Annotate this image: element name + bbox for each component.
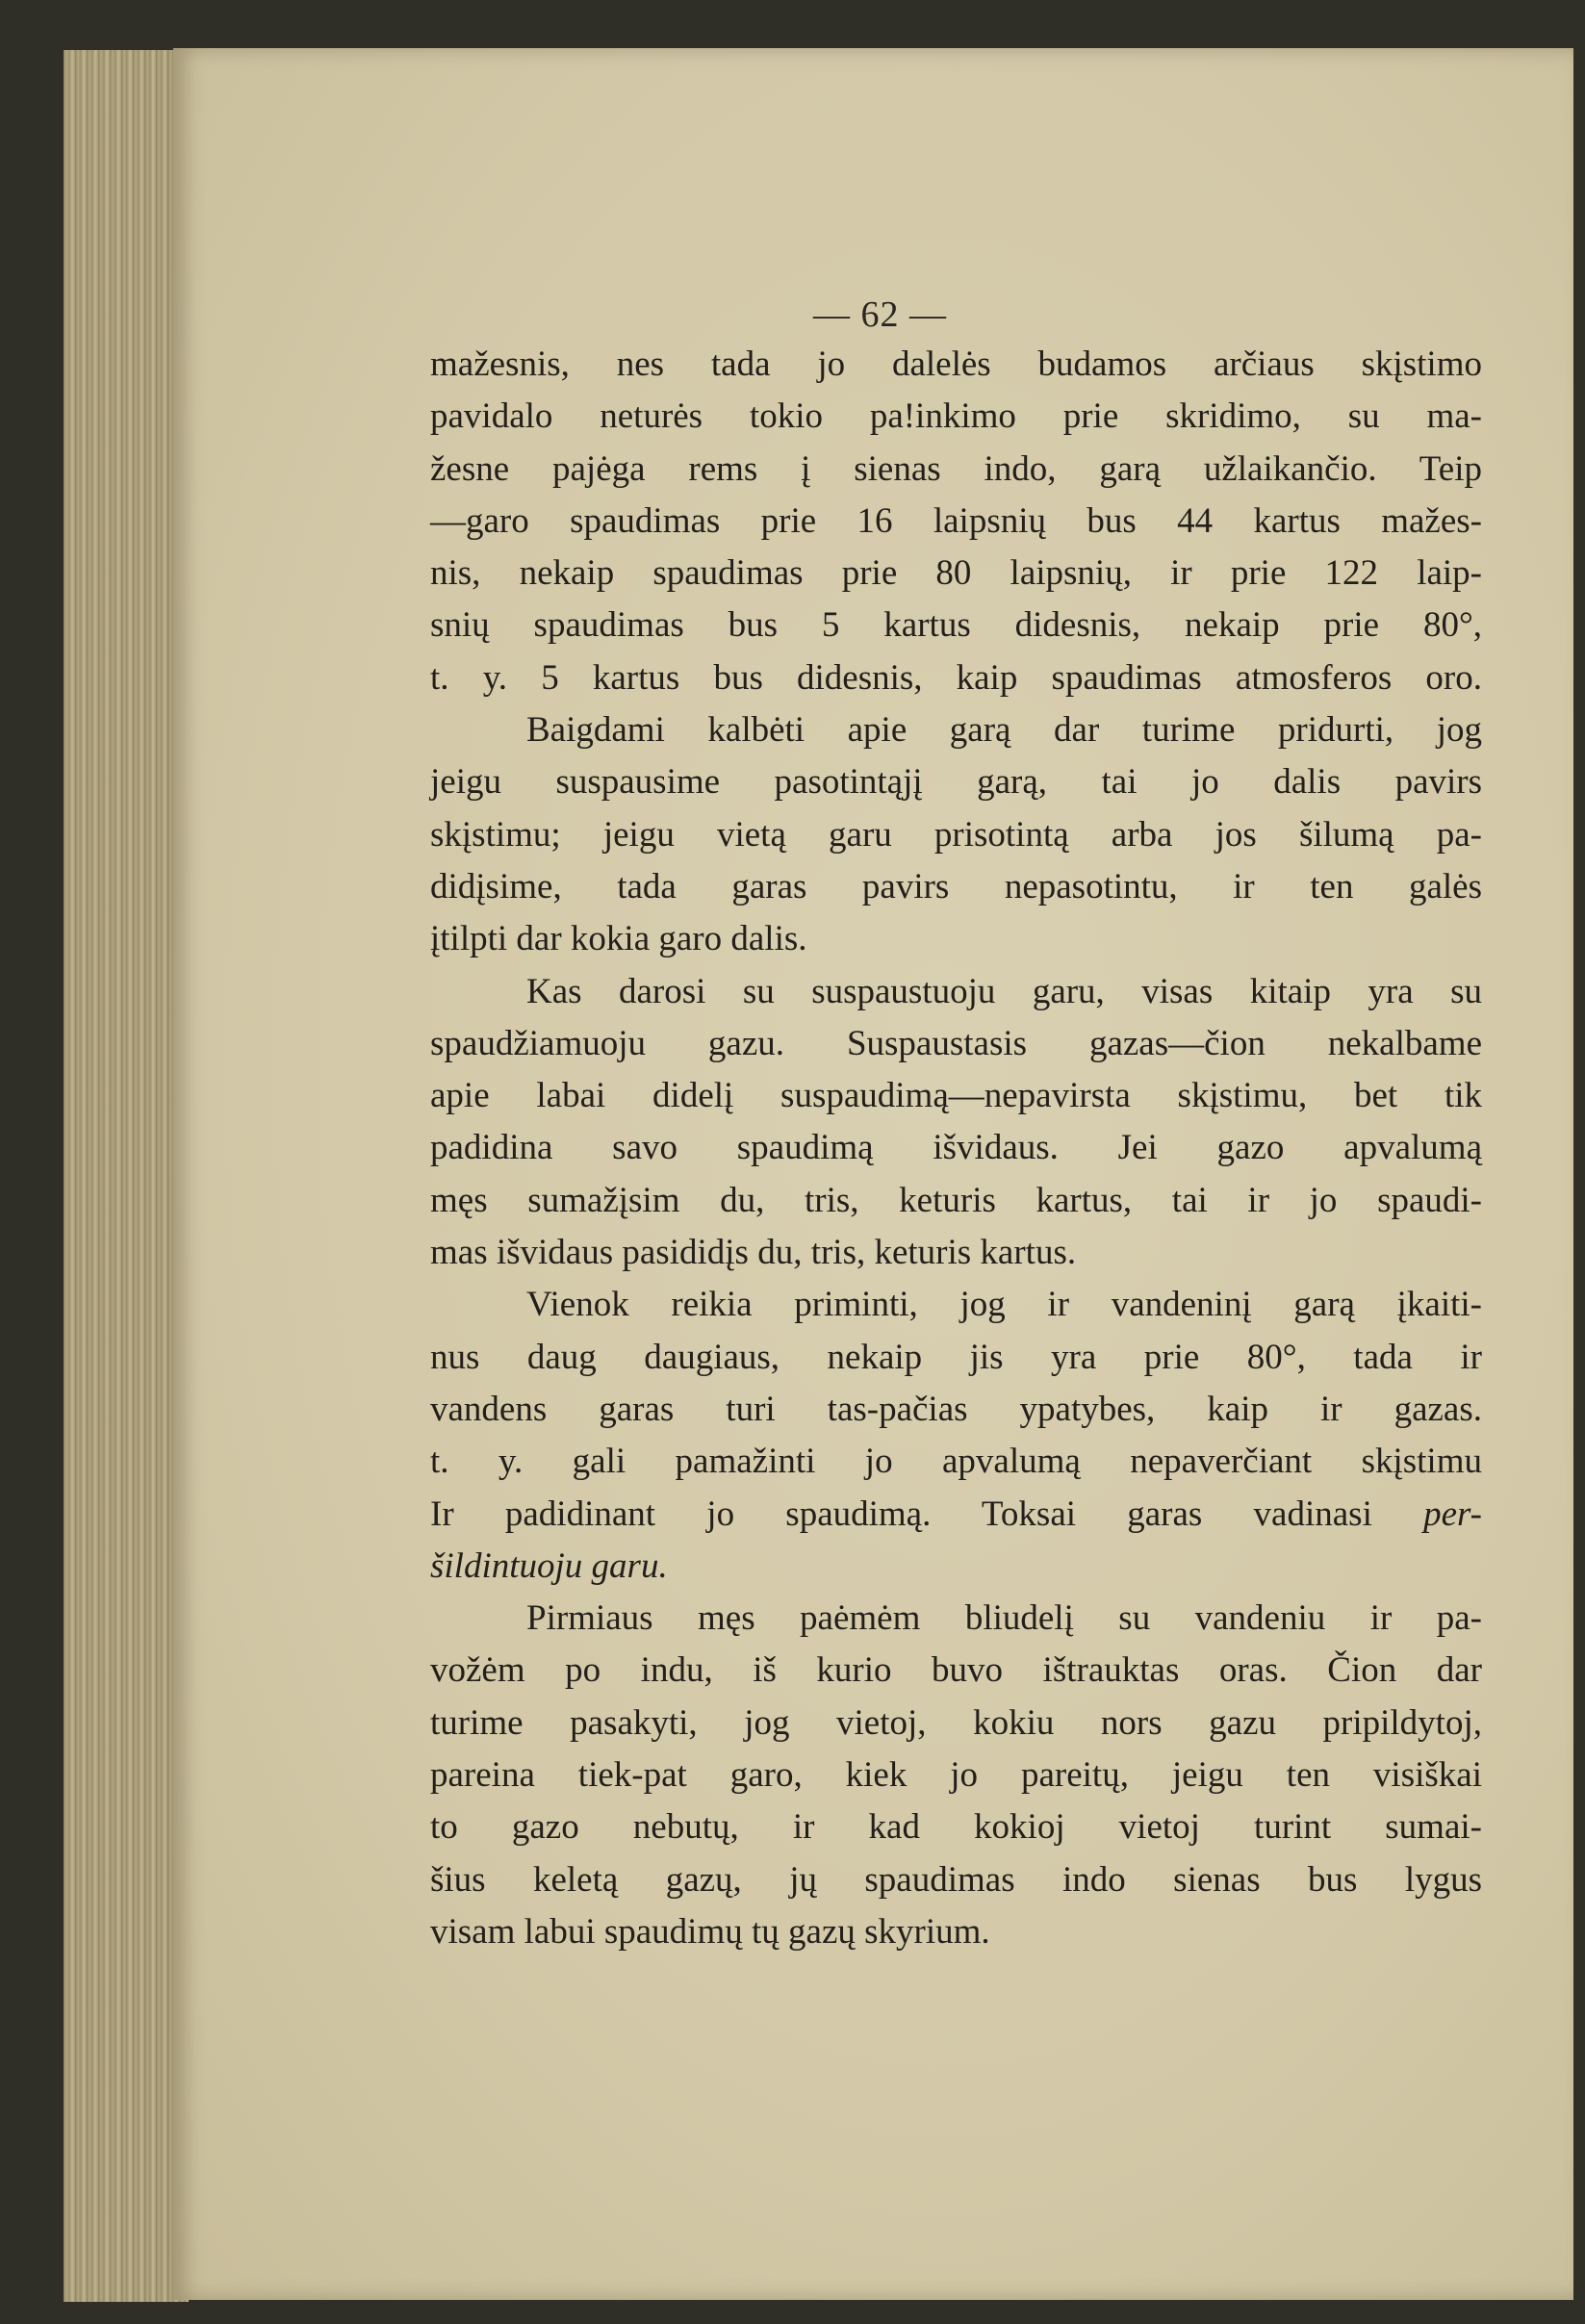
text-line — [430, 913, 1482, 965]
text-line — [430, 444, 1482, 496]
text-line — [430, 704, 1482, 756]
text-line-content: nis, nekaip spaudimas prie 80 laipsnių, ir prie 122 laip- — [430, 553, 1482, 594]
book-page-edges — [64, 50, 189, 2302]
italic-term: per- — [1423, 1494, 1482, 1534]
text-line-content: skįstimu; jeigu vietą garu prisotintą arba jos šilumą pa- — [430, 814, 1482, 855]
text-line-content: Pirmiaus męs paėmėm bliudelį su vandeniu ir pa- — [526, 1598, 1482, 1639]
text-line-content: padidina savo spaudimą išvidaus. Jei gazo apvalumą — [430, 1128, 1482, 1168]
text-line-content: —garo spaudimas prie 16 laipsnių bus 44 kartus mažes- — [430, 500, 1482, 541]
text-line — [430, 1749, 1482, 1801]
text-line — [430, 1279, 1482, 1331]
text-line-content: jeigu suspausime pasotintąjį garą, tai jo dalis pavirs — [430, 762, 1482, 803]
text-line — [430, 1698, 1482, 1749]
text-line-content: visam labui spaudimų tų gazų skyrium. — [430, 1911, 990, 1952]
text-line-content: turime pasakyti, jog vietoj, kokiu nors gazu pripildytoj, — [430, 1702, 1482, 1743]
text-line-content: Baigdami kalbėti apie garą dar turime pridurti, jog — [526, 710, 1482, 751]
text-line-content: nus daug daugiaus, nekaip jis yra prie 80°, tada ir — [430, 1337, 1482, 1377]
body-text — [430, 339, 1482, 1958]
text-line-content: Ir padidinant jo spaudimą. Toksai garas vadinasi — [430, 1494, 1424, 1534]
text-line-content: mažesnis, nes tada jo dalelės budamos arčiaus skįstimo — [430, 345, 1482, 384]
text-line — [430, 966, 1482, 1018]
text-line — [430, 391, 1482, 443]
text-line-content: pareina tiek-pat garo, kiek jo pareitų, jeigu ten visiškai — [430, 1755, 1482, 1796]
text-line — [430, 339, 1482, 391]
text-line-content: t. y. 5 kartus bus didesnis, kaip spaudimas atmosferos oro. — [430, 657, 1482, 698]
text-line — [430, 1436, 1482, 1488]
text-line-content: didįsime, tada garas pavirs nepasotintu, ir ten galės — [430, 866, 1482, 907]
text-line — [430, 1593, 1482, 1645]
text-line-content: mas išvidaus pasididįs du, tris, keturis kartus. — [430, 1233, 1077, 1273]
text-line — [430, 1906, 1482, 1958]
text-line — [430, 1801, 1482, 1853]
text-line — [430, 756, 1482, 808]
text-line-content: spaudžiamuoju gazu. Suspaustasis gazas—čion nekalbame — [430, 1023, 1482, 1063]
text-line-content: t. y. gali pamažinti jo apvalumą nepaverčiant skįstimu — [430, 1442, 1482, 1482]
page-number: — 62 — — [813, 294, 947, 335]
text-line — [430, 1541, 1482, 1593]
text-line-content: vandens garas turi tas-pačias ypatybes, kaip ir gazas. — [430, 1389, 1482, 1429]
text-line-content: to gazo nebutų, ir kad kokioj vietoj turint sumai- — [430, 1807, 1482, 1848]
text-line — [430, 1018, 1482, 1070]
text-line — [430, 1227, 1482, 1279]
text-line — [430, 548, 1482, 600]
text-line-content: apie labai didelį suspaudimą—nepavirsta skįstimu, bet tik — [430, 1076, 1482, 1116]
text-line — [430, 1070, 1482, 1122]
text-line-content: pavidalo neturės tokio pa!inkimo prie skridimo, su ma- — [430, 396, 1482, 437]
italic-term: šildintuoju garu. — [430, 1545, 668, 1586]
text-line-content: įtilpti dar kokia garo dalis. — [430, 919, 807, 959]
text-line — [430, 1332, 1482, 1384]
text-line — [430, 1854, 1482, 1906]
text-line — [430, 1175, 1482, 1227]
text-line-content: šius keletą gazų, jų spaudimas indo sienas bus lygus — [430, 1859, 1482, 1900]
text-line — [430, 861, 1482, 913]
text-line — [430, 600, 1482, 651]
text-line-content: žesne pajėga rems į sienas indo, garą užlaikančio. Teip — [430, 448, 1482, 489]
text-line-content: Vienok reikia priminti, jog ir vandeninį garą įkaiti- — [526, 1285, 1482, 1325]
text-line — [430, 652, 1482, 704]
text-line — [430, 496, 1482, 548]
text-line-content: vožėm po indu, iš kurio buvo ištrauktas oras. Čion dar — [430, 1650, 1482, 1691]
text-line — [430, 1122, 1482, 1174]
text-line — [430, 1489, 1482, 1541]
text-line — [430, 1384, 1482, 1436]
text-line — [430, 809, 1482, 861]
text-line-content: snių spaudimas bus 5 kartus didesnis, nekaip prie 80°, — [430, 605, 1482, 646]
text-line — [430, 1645, 1482, 1697]
text-line-content: Kas darosi su suspaustuoju garu, visas kitaip yra su — [526, 971, 1482, 1011]
text-line-content: męs sumažįsim du, tris, keturis kartus, tai ir jo spaudi- — [430, 1180, 1482, 1220]
